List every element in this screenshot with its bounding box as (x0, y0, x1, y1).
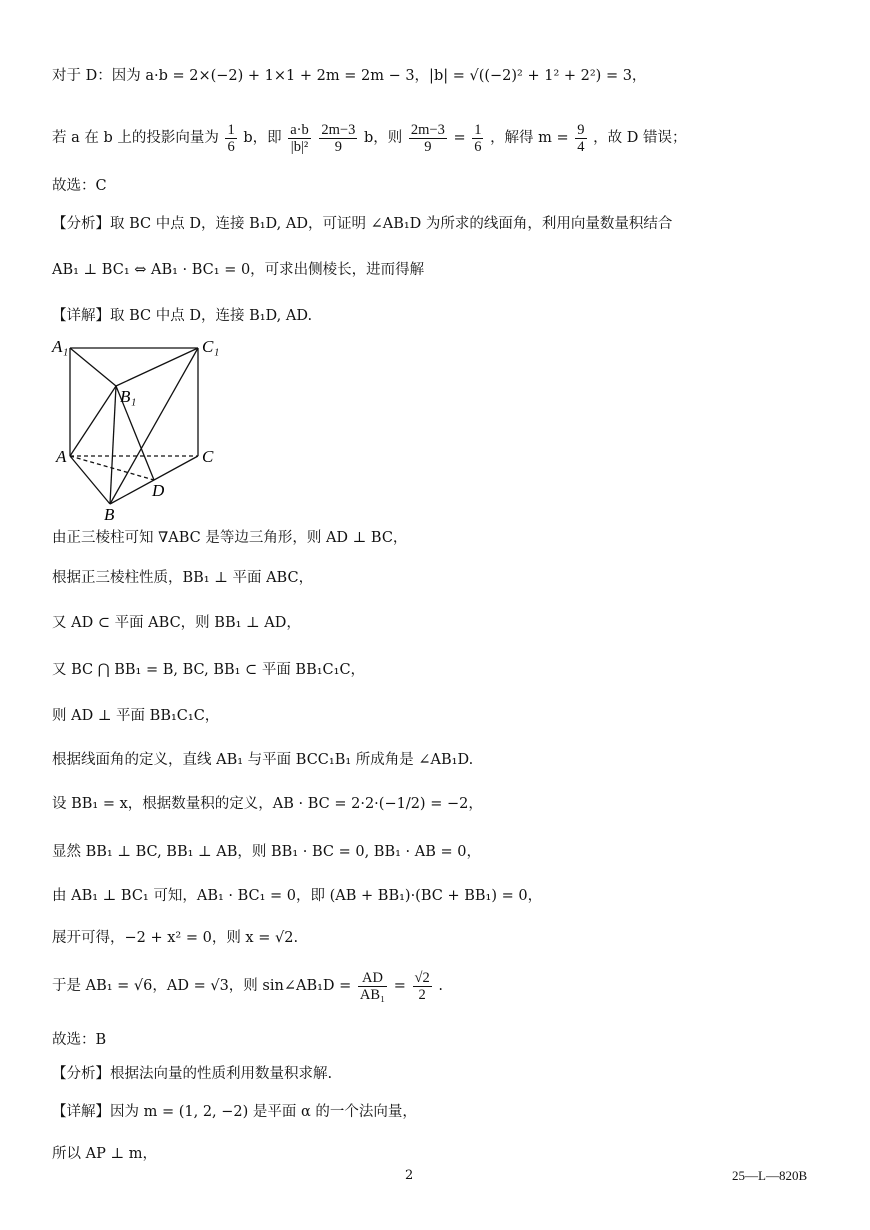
fraction: $\frac{1}{6}$ (474, 121, 482, 155)
text-segment: ，解得 m = (490, 130, 569, 146)
page-number: 2 (405, 1168, 414, 1183)
label-d: D (152, 481, 165, 500)
fraction: $\frac{2m-3}{9}$ (410, 121, 445, 155)
fraction: $\frac{1}{6}$ (227, 121, 235, 155)
analysis-line: 【分析】根据法向量的性质利用数量积求解. (52, 1066, 333, 1082)
text-line: 又 BC ⋂ BB₁ = B, BC, BB₁ ⊂ 平面 BB₁C₁C， (52, 662, 366, 678)
label-b1: B₁ (120, 387, 137, 406)
text-segment: 若 a 在 b 上的投影向量为 (52, 130, 219, 146)
text-line: 展开可得，−2 + x² = 0，则 x = √2. (52, 930, 299, 946)
detail-line: 【详解】因为 m = (1, 2, −2) 是平面 α 的一个法向量， (52, 1104, 417, 1120)
text-line: 显然 BB₁ ⊥ BC, BB₁ ⊥ AB，则 BB₁ · BC = 0, BB₁ · AB = 0， (52, 844, 481, 860)
text-segment: ，故 D 错误； (593, 130, 687, 146)
edge-ab1 (70, 386, 116, 456)
text-line: 对于 D：因为 a·b = 2×(−2) + 1×1 + 2m = 2m − 3，|b| = √((−2)² + 1² + 2²) = 3， (52, 68, 647, 84)
label-b: B (104, 505, 115, 522)
edge-ab (70, 456, 110, 504)
edge-a1b1 (70, 348, 116, 386)
prism-figure (50, 336, 230, 522)
text-line: AB₁ ⊥ BC₁ ⇔ AB₁ · BC₁ = 0，可求出侧棱长，进而得解 (52, 262, 425, 278)
analysis-line: 【分析】取 BC 中点 D，连接 B₁D, AD，可证明 ∠AB₁D 为所求的线面角，利用向量数量积结合 (52, 216, 673, 232)
text-segment: 于是 AB₁ = √6，AD = √3，则 sin∠AB₁D = (52, 978, 352, 994)
label-c1: C₁ (202, 337, 220, 356)
text-segment: b，即 (243, 130, 282, 146)
fraction: $\frac{9}{4}$ (577, 121, 585, 155)
text-line: 所以 AP ⊥ m， (52, 1146, 157, 1162)
detail-line: 【详解】取 BC 中点 D，连接 B₁D, AD. (52, 308, 313, 324)
label-a1: A₁ (52, 337, 69, 356)
label-a: A (56, 447, 67, 466)
text-line: 于是 AB₁ = √6，AD = √3，则 sin∠AB₁D = $\frac{AD}{\text{AB₁}}$ = $\frac{√2}{2}$ . (52, 969, 443, 1003)
text-line: 设 BB₁ = x，根据数量积的定义，AB · BC = 2·2·(−1/2) = −2， (52, 796, 483, 812)
label-c: C (202, 447, 214, 466)
answer-line: 故选：B (52, 1032, 107, 1048)
fraction: $\frac{a\cdot b}{\text{|b|²}}$ (290, 121, 309, 155)
text-line: 由正三棱柱可知 ∇ABC 是等边三角形，则 AD ⊥ BC， (52, 530, 408, 546)
fraction: $\frac{√2}{2}$ (414, 969, 430, 1003)
document-code: 25—L—820B (732, 1168, 808, 1183)
text-line: 则 AD ⊥ 平面 BB₁C₁C， (52, 708, 220, 724)
text-line: 根据正三棱柱性质，BB₁ ⊥ 平面 ABC， (52, 570, 314, 586)
fraction: $\frac{AD}{\text{AB₁}}$ (359, 969, 386, 1003)
text-line: 由 AB₁ ⊥ BC₁ 可知，AB₁ · BC₁ = 0，即 (AB + BB₁)·(BC + BB₁) = 0， (52, 888, 543, 904)
text-line: 根据线面角的定义，直线 AB₁ 与平面 BCC₁B₁ 所成角是 ∠AB₁D. (52, 752, 474, 768)
fraction: $\frac{2m-3}{9}$ (321, 121, 356, 155)
edge-b1c1 (116, 348, 198, 386)
answer-line: 故选：C (52, 178, 107, 194)
text-line: 又 AD ⊂ 平面 ABC，则 BB₁ ⊥ AD， (52, 615, 301, 631)
text-segment: = (393, 978, 406, 994)
text-line: 若 a 在 b 上的投影向量为 $\frac{1}{6}$ b，即 $\frac{a\cdot b}{\text{|b|²}}$ $\frac{2m-3}{9}$ b，则 $\frac{2m-3}{9}$ = $\frac{1}{6}$ ，解得 m = $\frac{9}{4}$ ，故 D 错误； (52, 121, 687, 155)
text-segment: b，则 (363, 130, 403, 146)
edge-bb1 (110, 386, 116, 504)
